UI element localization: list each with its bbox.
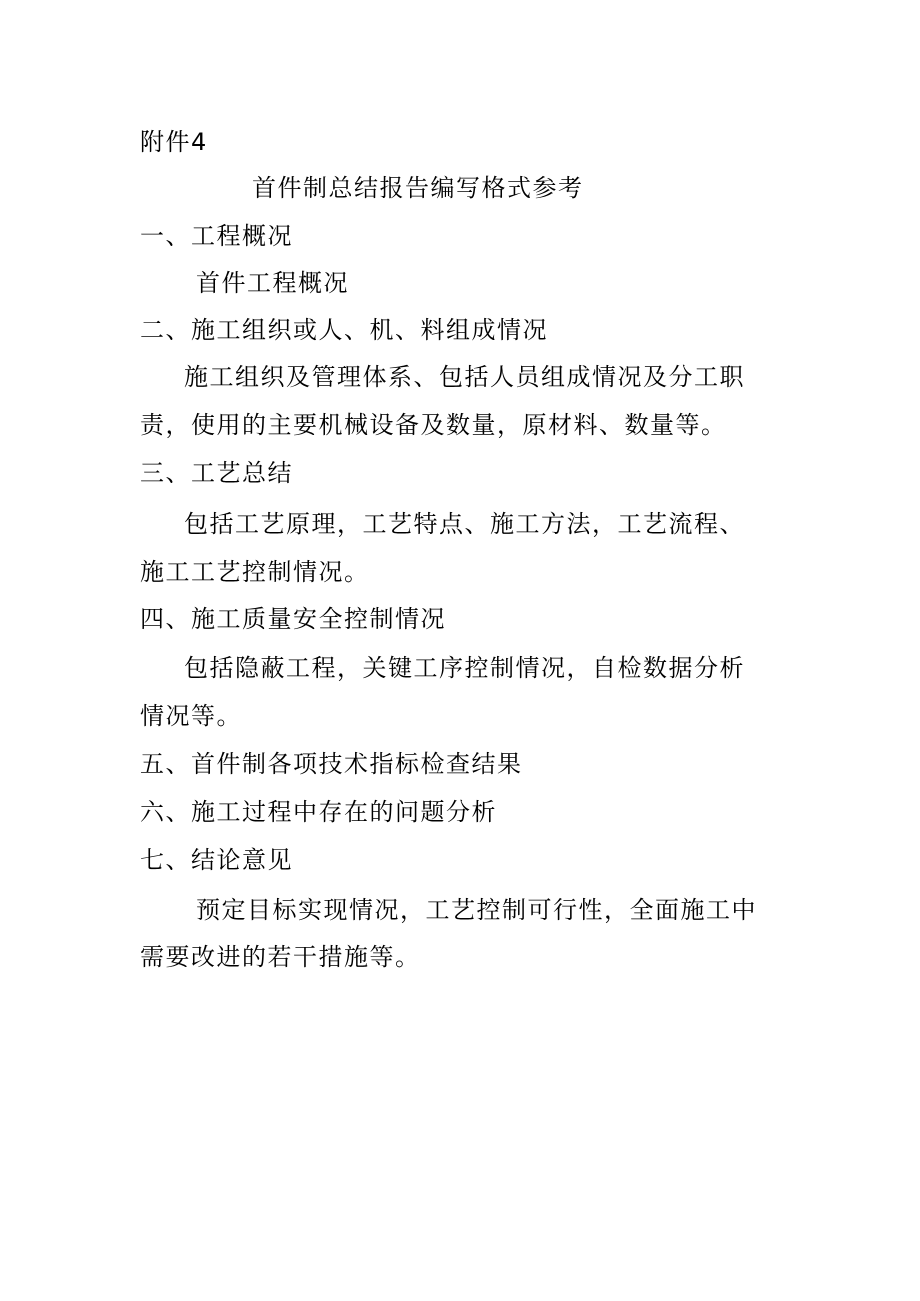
section-body-line: 责，使用的主要机械设备及数量，原材料、数量等。 xyxy=(140,411,727,439)
section-body-line: 施工组织及管理体系、包括人员组成情况及分工职 xyxy=(184,363,745,391)
section-heading: 四、施工质量安全控制情况 xyxy=(140,605,446,633)
section-heading: 七、结论意见 xyxy=(140,846,293,874)
section-heading: 五、首件制各项技术指标检查结果 xyxy=(140,750,523,778)
attachment-label: 附件4 xyxy=(140,128,208,156)
section-heading: 二、施工组织或人、机、料组成情况 xyxy=(140,316,548,344)
section-heading: 三、工艺总结 xyxy=(140,459,293,487)
document-title: 首件制总结报告编写格式参考 xyxy=(252,174,584,202)
section-body-line: 包括工艺原理，工艺特点、施工方法，工艺流程、 xyxy=(184,510,745,538)
section-body-line: 预定目标实现情况，工艺控制可行性，全面施工中 xyxy=(196,896,757,924)
section-body-line: 施工工艺控制情况。 xyxy=(140,558,370,586)
section-body-line: 情况等。 xyxy=(140,702,242,730)
section-body-line: 包括隐蔽工程，关键工序控制情况，自检数据分析 xyxy=(184,654,745,682)
section-body-line: 首件工程概况 xyxy=(196,269,349,297)
section-heading: 一、工程概况 xyxy=(140,222,293,250)
section-body-line: 需要改进的若干措施等。 xyxy=(140,943,421,971)
section-heading: 六、施工过程中存在的问题分析 xyxy=(140,798,497,826)
